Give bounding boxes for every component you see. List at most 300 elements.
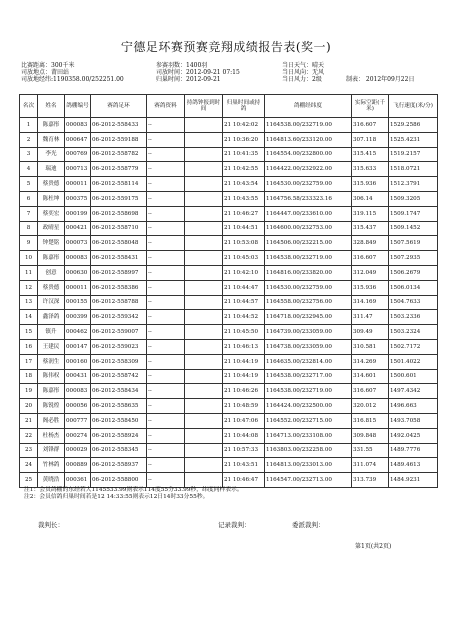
- cell-clock-time: [185, 251, 223, 266]
- table-row: [20, 369, 438, 384]
- cell-coordinates: 1164538.00/232717.00: [265, 369, 352, 384]
- cell-coordinates: 1164813.60/233120.00: [265, 132, 352, 147]
- cell-coordinates: 1164538.00/232719.00: [265, 384, 352, 399]
- meta-weather: 当日天气：晴天: [282, 62, 325, 69]
- cell-clock-time: [185, 354, 223, 369]
- table-row: [20, 221, 438, 236]
- cell-rank: 22: [20, 428, 38, 443]
- cell-arrival-time: 21 10:46:13: [223, 339, 265, 354]
- table-row: [20, 473, 438, 488]
- cell-ring: 06-2012-558742: [91, 369, 147, 384]
- table-row: [20, 339, 438, 354]
- cell-rank: 2: [20, 132, 38, 147]
- report-title: 宁德足环赛预赛竞翔成绩报告表(奖一): [120, 40, 332, 54]
- cell-distance: 313.739: [352, 473, 389, 488]
- cell-ring: 06-2012-558431: [91, 251, 147, 266]
- cell-rank: 23: [20, 443, 38, 458]
- cell-clock-time: [185, 147, 223, 162]
- cell-coordinates: 1164739.00/233059.00: [265, 325, 352, 340]
- cell-pigeon-info: --: [147, 399, 185, 414]
- cell-distance: 309.49: [352, 325, 389, 340]
- cell-pigeon-info: --: [147, 147, 185, 162]
- note-1: 注1：会员鸽棚的东经若大1145533.99则表示114度55分33.99秒，纬度同样表示。: [24, 487, 243, 493]
- cell-coordinates: 1164600.00/232753.00: [265, 221, 352, 236]
- cell-ring: 06-2012-559007: [91, 325, 147, 340]
- cell-speed: 1503.2336: [389, 310, 438, 325]
- cell-arrival-time: 21 10:42:10: [223, 265, 265, 280]
- cell-rank: 3: [20, 147, 38, 162]
- cell-coordinates: 1164554.00/232800.00: [265, 147, 352, 162]
- cell-name: 钟楚铭: [38, 236, 65, 251]
- page-number: 第1页(共2页): [355, 543, 392, 550]
- header-ring: 赛鸽足环: [91, 95, 147, 118]
- cell-clock-time: [185, 206, 223, 221]
- results-table: [19, 94, 438, 488]
- table-row: [20, 251, 438, 266]
- cell-clock-time: [185, 236, 223, 251]
- cell-loft-id: 000431: [65, 369, 91, 384]
- cell-rank: 1: [20, 118, 38, 133]
- cell-arrival-time: 21 10:44:57: [223, 295, 265, 310]
- cell-clock-time: [185, 280, 223, 295]
- cell-clock-time: [185, 384, 223, 399]
- cell-name: 竹林鸽: [38, 458, 65, 473]
- cell-ring: 06-2012-558434: [91, 384, 147, 399]
- meta-release-time: 司放时间：2012-09-21 07:15: [156, 69, 240, 76]
- cell-arrival-time: 21 10:53:08: [223, 236, 265, 251]
- cell-name: 鑫泽鸽: [38, 310, 65, 325]
- table-row: [20, 265, 438, 280]
- cell-loft-id: 000889: [65, 458, 91, 473]
- meta-entries: 参赛羽数：1400羽: [156, 62, 208, 69]
- cell-coordinates: 1163803.00/232258.00: [265, 443, 352, 458]
- cell-loft-id: 000375: [65, 191, 91, 206]
- cell-coordinates: 1164424.00/232500.00: [265, 399, 352, 414]
- cell-speed: 1518.0721: [389, 162, 438, 177]
- cell-speed: 1506.0134: [389, 280, 438, 295]
- header-speed: 飞行速度(米/分): [389, 95, 438, 118]
- sign-judge: 裁判长：: [38, 521, 64, 529]
- cell-ring: 06-2012-558114: [91, 177, 147, 192]
- cell-clock-time: [185, 399, 223, 414]
- cell-name: 王建民: [38, 339, 65, 354]
- cell-loft-id: 000073: [65, 236, 91, 251]
- cell-speed: 1509.3205: [389, 191, 438, 206]
- cell-loft-id: 000777: [65, 413, 91, 428]
- cell-coordinates: 1164538.00/232719.00: [265, 118, 352, 133]
- cell-name: 蔡润生: [38, 354, 65, 369]
- table-row: [20, 118, 438, 133]
- header-distance: 实际空距(千米): [352, 95, 389, 118]
- cell-loft-id: 000011: [65, 280, 91, 295]
- cell-speed: 1507.5619: [389, 236, 438, 251]
- cell-arrival-time: 21 10:47:06: [223, 413, 265, 428]
- cell-distance: 316.815: [352, 413, 389, 428]
- cell-pigeon-info: --: [147, 191, 185, 206]
- cell-ring: 06-2012-558782: [91, 147, 147, 162]
- cell-ring: 06-2012-558800: [91, 473, 147, 488]
- cell-pigeon-info: --: [147, 354, 185, 369]
- sign-recorder: 记录裁判：: [218, 521, 251, 529]
- meta-release-coord: 司放地经纬:1190358.00/252251.00: [21, 76, 124, 83]
- cell-coordinates: 1164813.00/233013.00: [265, 458, 352, 473]
- cell-distance: 319.115: [352, 206, 389, 221]
- cell-name: 蔡奕宏: [38, 206, 65, 221]
- cell-clock-time: [185, 265, 223, 280]
- cell-arrival-time: 21 10:44:19: [223, 369, 265, 384]
- cell-distance: 311.47: [352, 310, 389, 325]
- table-row: [20, 399, 438, 414]
- cell-pigeon-info: --: [147, 162, 185, 177]
- cell-loft-id: 000399: [65, 310, 91, 325]
- meta-return-date: 归巢时间：2012-09-21: [156, 76, 221, 83]
- cell-rank: 8: [20, 221, 38, 236]
- cell-speed: 1493.7058: [389, 413, 438, 428]
- cell-loft-id: 000199: [65, 206, 91, 221]
- cell-speed: 1489.7776: [389, 443, 438, 458]
- cell-pigeon-info: --: [147, 221, 185, 236]
- cell-distance: 314.269: [352, 354, 389, 369]
- cell-rank: 9: [20, 236, 38, 251]
- cell-arrival-time: 21 10:46:47: [223, 473, 265, 488]
- cell-name: 镇升: [38, 325, 65, 340]
- cell-loft-id: 000011: [65, 177, 91, 192]
- cell-rank: 25: [20, 473, 38, 488]
- cell-speed: 1512.3791: [389, 177, 438, 192]
- cell-rank: 5: [20, 177, 38, 192]
- cell-coordinates: 1164538.00/232719.00: [265, 251, 352, 266]
- cell-clock-time: [185, 325, 223, 340]
- cell-speed: 1509.1452: [389, 221, 438, 236]
- cell-loft-id: 000029: [65, 443, 91, 458]
- cell-distance: 311.074: [352, 458, 389, 473]
- cell-name: 瑞迪: [38, 162, 65, 177]
- cell-rank: 12: [20, 280, 38, 295]
- cell-loft-id: 000147: [65, 339, 91, 354]
- cell-pigeon-info: --: [147, 369, 185, 384]
- cell-arrival-time: 21 10:57:33: [223, 443, 265, 458]
- cell-name: 政晴星: [38, 221, 65, 236]
- cell-coordinates: 1164547.00/232713.00: [265, 473, 352, 488]
- cell-name: 蔡贵德: [38, 177, 65, 192]
- table-row: [20, 310, 438, 325]
- cell-loft-id: 000361: [65, 473, 91, 488]
- table-row: [20, 384, 438, 399]
- cell-distance: 316.607: [352, 251, 389, 266]
- note-2: 注2：会员信鸽归巢时间若是12 14:33:55则表示12日14时33分55秒。: [24, 494, 209, 500]
- cell-loft-id: 000083: [65, 118, 91, 133]
- cell-clock-time: [185, 458, 223, 473]
- table-row: [20, 147, 438, 162]
- cell-clock-time: [185, 428, 223, 443]
- cell-clock-time: [185, 413, 223, 428]
- cell-distance: 328.849: [352, 236, 389, 251]
- cell-speed: 1504.7633: [389, 295, 438, 310]
- cell-name: 陈嘉彤: [38, 118, 65, 133]
- cell-speed: 1525.4231: [389, 132, 438, 147]
- cell-clock-time: [185, 221, 223, 236]
- cell-arrival-time: 21 10:42:55: [223, 162, 265, 177]
- cell-name: 创意: [38, 265, 65, 280]
- cell-loft-id: 000274: [65, 428, 91, 443]
- cell-arrival-time: 21 10:44:19: [223, 354, 265, 369]
- cell-arrival-time: 21 10:43:51: [223, 458, 265, 473]
- cell-distance: 315.936: [352, 177, 389, 192]
- cell-rank: 6: [20, 191, 38, 206]
- cell-ring: 06-2012-558710: [91, 221, 147, 236]
- cell-distance: 314.169: [352, 295, 389, 310]
- cell-name: 许汉深: [38, 295, 65, 310]
- cell-clock-time: [185, 295, 223, 310]
- header-coordinates: 鸽棚经纬度: [265, 95, 352, 118]
- meta-distance: 比赛距离：300千米: [21, 62, 75, 69]
- cell-ring: 06-2012-559342: [91, 310, 147, 325]
- cell-loft-id: 000056: [65, 399, 91, 414]
- cell-arrival-time: 21 10:43:55: [223, 191, 265, 206]
- table-row: [20, 236, 438, 251]
- cell-arrival-time: 21 10:41:35: [223, 147, 265, 162]
- cell-arrival-time: 21 10:46:26: [223, 384, 265, 399]
- cell-arrival-time: 21 10:42:02: [223, 118, 265, 133]
- cell-speed: 1489.4613: [389, 458, 438, 473]
- cell-name: 黄晓浩: [38, 473, 65, 488]
- cell-loft-id: 000713: [65, 162, 91, 177]
- header-name: 姓名: [38, 95, 65, 118]
- cell-speed: 1503.2324: [389, 325, 438, 340]
- cell-arrival-time: 21 10:36:20: [223, 132, 265, 147]
- cell-distance: 307.118: [352, 132, 389, 147]
- cell-ring: 06-2012-558450: [91, 413, 147, 428]
- cell-name: 刘锋群: [38, 443, 65, 458]
- cell-clock-time: [185, 118, 223, 133]
- cell-coordinates: 1164558.00/232756.00: [265, 295, 352, 310]
- cell-ring: 06-2012-559188: [91, 132, 147, 147]
- cell-coordinates: 1164713.00/233108.00: [265, 428, 352, 443]
- cell-ring: 06-2012-558048: [91, 236, 147, 251]
- cell-speed: 1509.1747: [389, 206, 438, 221]
- cell-loft-id: 000421: [65, 221, 91, 236]
- cell-speed: 1519.2157: [389, 147, 438, 162]
- cell-arrival-time: 21 10:44:51: [223, 221, 265, 236]
- cell-clock-time: [185, 473, 223, 488]
- cell-ring: 06-2012-558997: [91, 265, 147, 280]
- cell-pigeon-info: --: [147, 339, 185, 354]
- cell-ring: 06-2012-558779: [91, 162, 147, 177]
- cell-distance: 320.012: [352, 399, 389, 414]
- cell-distance: 310.581: [352, 339, 389, 354]
- cell-name: 蔡贵德: [38, 280, 65, 295]
- results-body: [20, 118, 438, 488]
- cell-coordinates: 1164447.00/233610.00: [265, 206, 352, 221]
- cell-rank: 13: [20, 295, 38, 310]
- cell-coordinates: 1164552.00/232715.00: [265, 413, 352, 428]
- cell-speed: 1507.2935: [389, 251, 438, 266]
- cell-rank: 17: [20, 354, 38, 369]
- meta-made-date: 制表： 2012年09月22日: [346, 76, 415, 83]
- cell-rank: 7: [20, 206, 38, 221]
- cell-speed: 1529.2586: [389, 118, 438, 133]
- table-row: [20, 177, 438, 192]
- header-rank: 名次: [20, 95, 38, 118]
- cell-pigeon-info: --: [147, 132, 185, 147]
- cell-rank: 14: [20, 310, 38, 325]
- table-row: [20, 325, 438, 340]
- cell-coordinates: 1164718.00/232945.00: [265, 310, 352, 325]
- table-row: [20, 280, 438, 295]
- cell-pigeon-info: --: [147, 295, 185, 310]
- cell-speed: 1501.4022: [389, 354, 438, 369]
- cell-ring: 06-2012-558788: [91, 295, 147, 310]
- notes: [24, 487, 243, 501]
- cell-distance: 315.936: [352, 280, 389, 295]
- cell-clock-time: [185, 310, 223, 325]
- cell-pigeon-info: --: [147, 177, 185, 192]
- cell-coordinates: 1164635.00/232814.00: [265, 354, 352, 369]
- header-arrival-time: 归巢时间或持鸽: [223, 95, 265, 118]
- cell-distance: 331.55: [352, 443, 389, 458]
- cell-clock-time: [185, 339, 223, 354]
- cell-pigeon-info: --: [147, 428, 185, 443]
- cell-speed: 1484.9231: [389, 473, 438, 488]
- table-row: [20, 354, 438, 369]
- cell-coordinates: 1164816.00/233820.00: [265, 265, 352, 280]
- cell-distance: 315.415: [352, 147, 389, 162]
- cell-loft-id: 000630: [65, 265, 91, 280]
- table-row: [20, 428, 438, 443]
- cell-ring: 06-2012-558433: [91, 118, 147, 133]
- table-row: [20, 295, 438, 310]
- cell-distance: 312.049: [352, 265, 389, 280]
- table-row: [20, 413, 438, 428]
- cell-ring: 06-2012-559023: [91, 339, 147, 354]
- cell-arrival-time: 21 10:48:59: [223, 399, 265, 414]
- cell-rank: 11: [20, 265, 38, 280]
- cell-arrival-time: 21 10:44:52: [223, 310, 265, 325]
- cell-clock-time: [185, 191, 223, 206]
- cell-pigeon-info: --: [147, 325, 185, 340]
- cell-speed: 1500.601: [389, 369, 438, 384]
- table-row: [20, 443, 438, 458]
- cell-distance: 309.848: [352, 428, 389, 443]
- cell-ring: 06-2012-558635: [91, 399, 147, 414]
- table-row: [20, 132, 438, 147]
- cell-pigeon-info: --: [147, 443, 185, 458]
- cell-loft-id: 000647: [65, 132, 91, 147]
- cell-arrival-time: 21 10:45:50: [223, 325, 265, 340]
- cell-arrival-time: 21 10:45:03: [223, 251, 265, 266]
- cell-rank: 21: [20, 413, 38, 428]
- cell-arrival-time: 21 10:44:08: [223, 428, 265, 443]
- cell-clock-time: [185, 177, 223, 192]
- cell-distance: 306.14: [352, 191, 389, 206]
- cell-pigeon-info: --: [147, 458, 185, 473]
- cell-loft-id: 000083: [65, 251, 91, 266]
- cell-ring: 06-2012-558924: [91, 428, 147, 443]
- cell-name: 阁必胜: [38, 413, 65, 428]
- cell-rank: 18: [20, 369, 38, 384]
- table-row: [20, 162, 438, 177]
- table-row: [20, 206, 438, 221]
- cell-loft-id: 000160: [65, 354, 91, 369]
- header-clock-time: 持鸽钟报到时间: [185, 95, 223, 118]
- cell-ring: 06-2012-558386: [91, 280, 147, 295]
- cell-ring: 06-2012-558345: [91, 443, 147, 458]
- cell-ring: 06-2012-558937: [91, 458, 147, 473]
- cell-loft-id: 000769: [65, 147, 91, 162]
- meta-wind-force: 当日风力：2级: [282, 76, 322, 83]
- cell-pigeon-info: --: [147, 206, 185, 221]
- cell-pigeon-info: --: [147, 236, 185, 251]
- cell-speed: 1492.0425: [389, 428, 438, 443]
- cell-ring: 06-2012-558698: [91, 206, 147, 221]
- cell-coordinates: 1164530.00/232759.00: [265, 177, 352, 192]
- cell-pigeon-info: --: [147, 384, 185, 399]
- cell-pigeon-info: --: [147, 310, 185, 325]
- cell-coordinates: 1164756.58/233323.16: [265, 191, 352, 206]
- cell-coordinates: 1164530.00/232759.00: [265, 280, 352, 295]
- cell-distance: 316.607: [352, 118, 389, 133]
- cell-distance: 314.601: [352, 369, 389, 384]
- cell-pigeon-info: --: [147, 280, 185, 295]
- cell-arrival-time: 21 10:46:27: [223, 206, 265, 221]
- cell-pigeon-info: --: [147, 473, 185, 488]
- cell-pigeon-info: --: [147, 413, 185, 428]
- meta-wind-direction: 当日风向：无风: [282, 69, 325, 76]
- cell-name: 陈嘉彤: [38, 384, 65, 399]
- cell-speed: 1497.4342: [389, 384, 438, 399]
- cell-clock-time: [185, 132, 223, 147]
- cell-name: 陈杜坤: [38, 191, 65, 206]
- cell-distance: 315.633: [352, 162, 389, 177]
- meta-release-place: 司放地点：莆田站: [21, 69, 70, 76]
- cell-name: 李光: [38, 147, 65, 162]
- cell-clock-time: [185, 369, 223, 384]
- cell-rank: 4: [20, 162, 38, 177]
- cell-rank: 10: [20, 251, 38, 266]
- cell-name: 陈伟权: [38, 369, 65, 384]
- cell-name: 魏育林: [38, 132, 65, 147]
- cell-distance: 315.437: [352, 221, 389, 236]
- cell-arrival-time: 21 10:44:47: [223, 280, 265, 295]
- table-row: [20, 458, 438, 473]
- cell-clock-time: [185, 162, 223, 177]
- cell-pigeon-info: --: [147, 251, 185, 266]
- cell-loft-id: 000462: [65, 325, 91, 340]
- cell-clock-time: [185, 443, 223, 458]
- cell-rank: 24: [20, 458, 38, 473]
- cell-ring: 06-2012-559175: [91, 191, 147, 206]
- cell-name: 杜杨杰: [38, 428, 65, 443]
- cell-speed: 1502.7172: [389, 339, 438, 354]
- cell-name: 陈锐煌: [38, 399, 65, 414]
- sign-committee: 委派裁判：: [292, 521, 325, 529]
- header-loft-id: 鸽棚编号: [65, 95, 91, 118]
- cell-rank: 20: [20, 399, 38, 414]
- cell-speed: 1496.663: [389, 399, 438, 414]
- cell-loft-id: 000155: [65, 295, 91, 310]
- cell-coordinates: 1164422.00/232922.00: [265, 162, 352, 177]
- table-row: [20, 191, 438, 206]
- cell-loft-id: 000083: [65, 384, 91, 399]
- cell-distance: 316.607: [352, 384, 389, 399]
- header-pigeon-info: 赛鸽资料: [147, 95, 185, 118]
- cell-rank: 19: [20, 384, 38, 399]
- cell-arrival-time: 21 10:43:54: [223, 177, 265, 192]
- cell-pigeon-info: --: [147, 265, 185, 280]
- cell-speed: 1506.2679: [389, 265, 438, 280]
- table-header-row: [20, 95, 438, 118]
- cell-pigeon-info: --: [147, 118, 185, 133]
